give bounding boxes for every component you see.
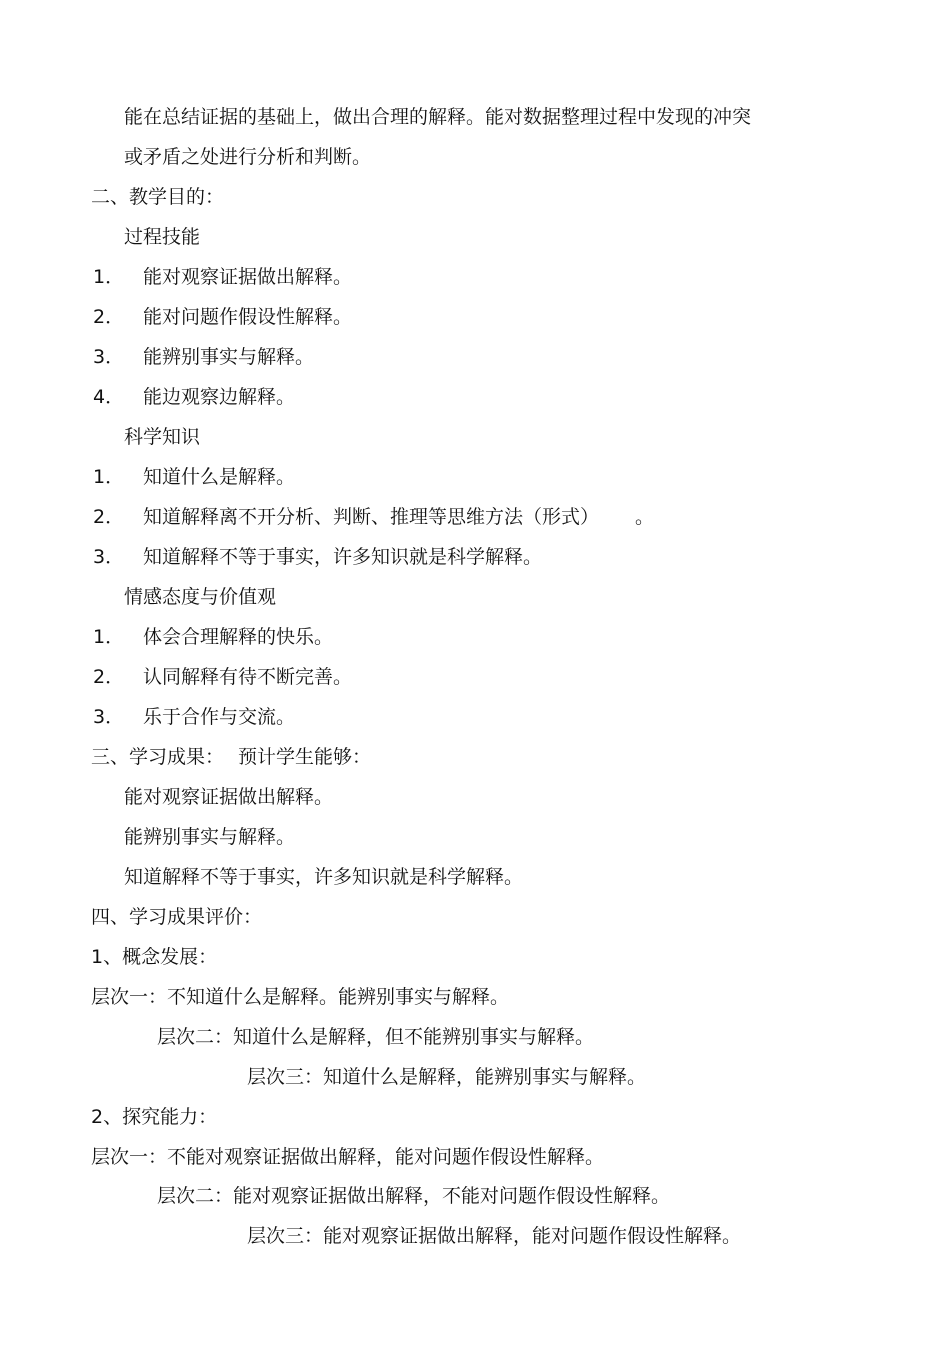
- list-item: 体会合理解释的快乐。: [143, 626, 334, 648]
- list-item-number: 3．: [93, 346, 125, 368]
- inquiry-level-3: 层次三：能对观察证据做出解释，能对问题作假设性解释。: [247, 1225, 742, 1247]
- list-item: 认同解释有待不断完善。: [143, 666, 353, 688]
- science-knowledge-title: 科学知识: [124, 426, 201, 448]
- list-item: 乐于合作与交流。: [143, 706, 296, 728]
- inquiry-level-2: 层次二：能对观察证据做出解释，不能对问题作假设性解释。: [157, 1185, 671, 1207]
- intro-line-2: 或矛盾之处进行分析和判断。: [124, 146, 372, 168]
- list-item-number: 4．: [93, 386, 125, 408]
- section-3-heading: 三、学习成果：: [91, 746, 225, 768]
- list-item-number: 3．: [93, 706, 125, 728]
- list-item-text: 知道解释离不开分析、判断、推理等思维方法（形式）: [143, 506, 600, 528]
- concept-level-2: 层次二：知道什么是解释，但不能辨别事实与解释。: [157, 1026, 595, 1048]
- list-item-number: 2．: [93, 666, 125, 688]
- section-3-subheading: 预计学生能够：: [238, 746, 372, 768]
- section-2-heading: 二、教学目的：: [91, 186, 225, 208]
- list-item: 能边观察边解释。: [143, 386, 296, 408]
- list-item-number: 1．: [93, 466, 125, 488]
- outcome-item: 知道解释不等于事实，许多知识就是科学解释。: [124, 866, 524, 888]
- section-3-heading-line: [91, 744, 371, 770]
- list-item: 能对观察证据做出解释。: [143, 266, 353, 288]
- concept-development-title: 1、概念发展：: [91, 946, 218, 968]
- list-item-number: 2．: [93, 506, 125, 528]
- outcome-item: 能对观察证据做出解释。: [124, 786, 334, 808]
- list-item: 知道什么是解释。: [143, 466, 296, 488]
- inquiry-level-1: 层次一：不能对观察证据做出解释，能对问题作假设性解释。: [91, 1146, 605, 1168]
- list-item-tail: 。: [635, 506, 655, 528]
- list-item-number: 2．: [93, 306, 125, 328]
- inquiry-ability-title: 2、探究能力：: [91, 1106, 218, 1128]
- process-skills-title: 过程技能: [124, 226, 201, 248]
- list-item: 能辨别事实与解释。: [143, 346, 315, 368]
- list-item-number: 1．: [93, 626, 125, 648]
- concept-level-1: 层次一：不知道什么是解释。能辨别事实与解释。: [91, 986, 510, 1008]
- list-item: 知道解释不等于事实，许多知识就是科学解释。: [143, 546, 543, 568]
- list-item: 能对问题作假设性解释。: [143, 306, 353, 328]
- list-item-number: 1．: [93, 266, 125, 288]
- list-item: [143, 504, 654, 530]
- intro-line-1: 能在总结证据的基础上，做出合理的解释。能对数据整理过程中发现的冲突: [124, 106, 752, 128]
- outcome-item: 能辨别事实与解释。: [124, 826, 296, 848]
- section-4-heading: 四、学习成果评价：: [91, 906, 263, 928]
- concept-level-3: 层次三：知道什么是解释，能辨别事实与解释。: [247, 1066, 647, 1088]
- attitudes-title: 情感态度与价值观: [124, 586, 277, 608]
- list-item-number: 3．: [93, 546, 125, 568]
